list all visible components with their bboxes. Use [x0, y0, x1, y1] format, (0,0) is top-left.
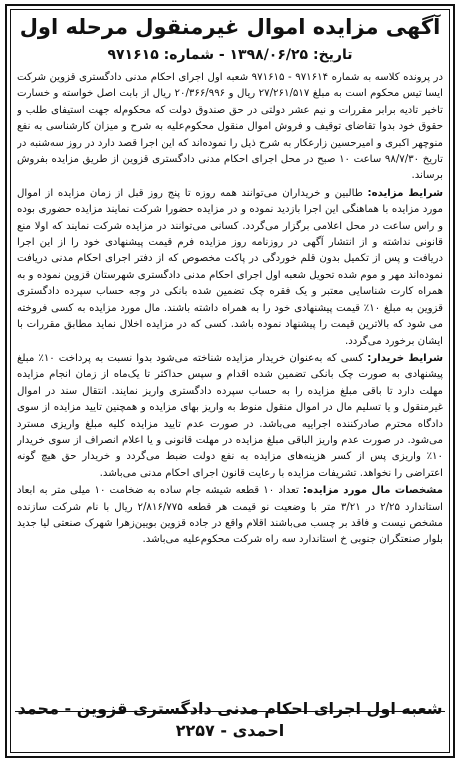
- buyer-conditions-heading: شرایط خریدار:: [367, 352, 443, 364]
- notice-body: [17, 70, 443, 706]
- intro-paragraph: [17, 70, 443, 185]
- notice-signature: شعبه اول اجرای احکام مدنی دادگستری قزوین - محمد احمدی - ۲۲۵۷: [17, 699, 443, 740]
- auction-conditions-text: طالبین و خریداران می‌توانند همه روزه تا پنج روز قبل از زمان مزایده از اموال مورد مزایده با هماهنگی این اجرا بازدید نموده و در مزایده حضورا شرکت نمایند مزایده حضوری بوده و راس ساعت در محل اعلامی برگزار می‌گردد. کسانی می‌توانند در مزایده شرکت نمایند که اولا منع قانونی نداشته و از انتشار آگهی در روزنامه روز مزایده فرم قیمت پیشنهادی خود را از این اجرا دریافت و پس از تکمیل بدون قلم خوردگی در پاکت مخصوص که از دفتر اجرای احکام مدنی دریافت نموده‌اند مهر و موم شده تحویل شعبه اول اجرای احکام مدنی دادگستری شهرستان قزوین نموده و به همراه کارت شناسایی معتبر و یک فقره چک تضمین شده بانکی در وجه حساب سپرده دادگستری قزوین به مبلغ ۱۰٪ قیمت پیشنهادی خود را به همراه داشته باشند. مال مورد مزایده به کسی فروخته می شود که بالاترین قیمت را پیشنهاد نموده باشد. کسی که در مزایده اخلال نماید مطابق مقررات با ایشان برخورد می‌گردد.: [17, 187, 443, 347]
- notice-date-number: تاریخ: ۱۳۹۸/۰۶/۲۵ - شماره: ۹۷۱۶۱۵: [107, 47, 353, 63]
- property-specs-heading: مشخصات مال مورد مزایده:: [302, 485, 443, 497]
- auction-conditions-heading: شرایط مزایده:: [367, 187, 443, 199]
- notice-title: آگهی مزایده اموال غیرمنقول مرحله اول: [19, 15, 441, 39]
- intro-text: در پرونده کلاسه به شماره ۹۷۱۶۱۴ - ۹۷۱۶۱۵ شعبه اول اجرای احکام مدنی دادگستری قزوین شرکت ایسا تیس محکوم است به مبلغ ۲۷/۲۶۱/۵۱۷ ریال و ۲۰/۳۶۶/۹۹۶ ریال از بابت اصل خواسته و خسارت تاخیر تادیه برابر مقررات و نیم عشر دولتی در حق صندوق دولت که محکوم‌له جهت استیفای طلب و حقوق خود بدوا تقاضای توقیف و فروش اموال منقول محکوم‌علیه به شرح و میزان کارشناسی به نفع منوچهر اکبری و امیرحسین زارعکار به شرح ذیل را نموده‌اند که این اجرا قصد دارد در روز سه‌شنبه در تاریخ ۹۸/۷/۳۰ ساعت ۱۰ صبح در محل اجرای احکام مدنی دادگستری قزوین از طریق مزایده بفروش برساند.: [17, 72, 443, 182]
- buyer-conditions-paragraph: [17, 351, 443, 482]
- notice-inner-frame: [10, 9, 450, 753]
- property-specs-text: تعداد ۱۰ قطعه شیشه جام ساده به ضخامت ۱۰ میلی متر به ابعاد استاندارد ۲/۲۵ در ۳/۲۱ متر با وضعیت نو قیمت هر قطعه ۲/۸۱۶/۷۷۵ ریال با نام شرکت سازنده مشخص نیست و فاقد بر چسب می‌باشند اقلام واقع در جاده قزوین بویین‌زهرا شهرک صنعتی لیا جدید بلوار صنعتگران جنوبی خ استاندارد سه راه شرکت محکوم‌علیه می‌باشد.: [17, 485, 443, 546]
- buyer-conditions-text: کسی که به‌عنوان خریدار مزایده شناخته می‌شود بدوا نسبت به پرداخت ۱۰٪ مبلغ پیشنهادی به صورت چک بانکی تضمین شده اقدام و سپس حداکثر تا یک‌ماه از زمان انجام مزایده مهلت دارد تا باقی مبلغ مزایده را به حساب سپرده دادگستری واریز نمایند. انتقال سند در اموال غیرمنقول و یا تسلیم مال در اموال منقول منوط به واریز بهای مزایده و همچنین تایید مزایده از سوی دادگاه محترم صادرکننده اجراییه می‌باشد. در صورت عدم تایید مزایده کلیه مبلغ واریزی مسترد می‌شود. در صورت عدم واریز الباقی مبلغ مزایده در مهلت قانونی و یا اعلام انصراف از سوی خریدار ۱۰٪ واریزی پس از کسر هزینه‌های مزایده به نفع دولت ضبط می‌گردد و خریدار حق هیچ گونه اعتراضی را نخواهد. تشریفات مزایده با رعایت قانون اجرای احکام مدنی می‌باشد.: [17, 352, 443, 479]
- auction-notice: [5, 4, 455, 758]
- property-specs-paragraph: [17, 483, 443, 549]
- auction-conditions-paragraph: [17, 186, 443, 350]
